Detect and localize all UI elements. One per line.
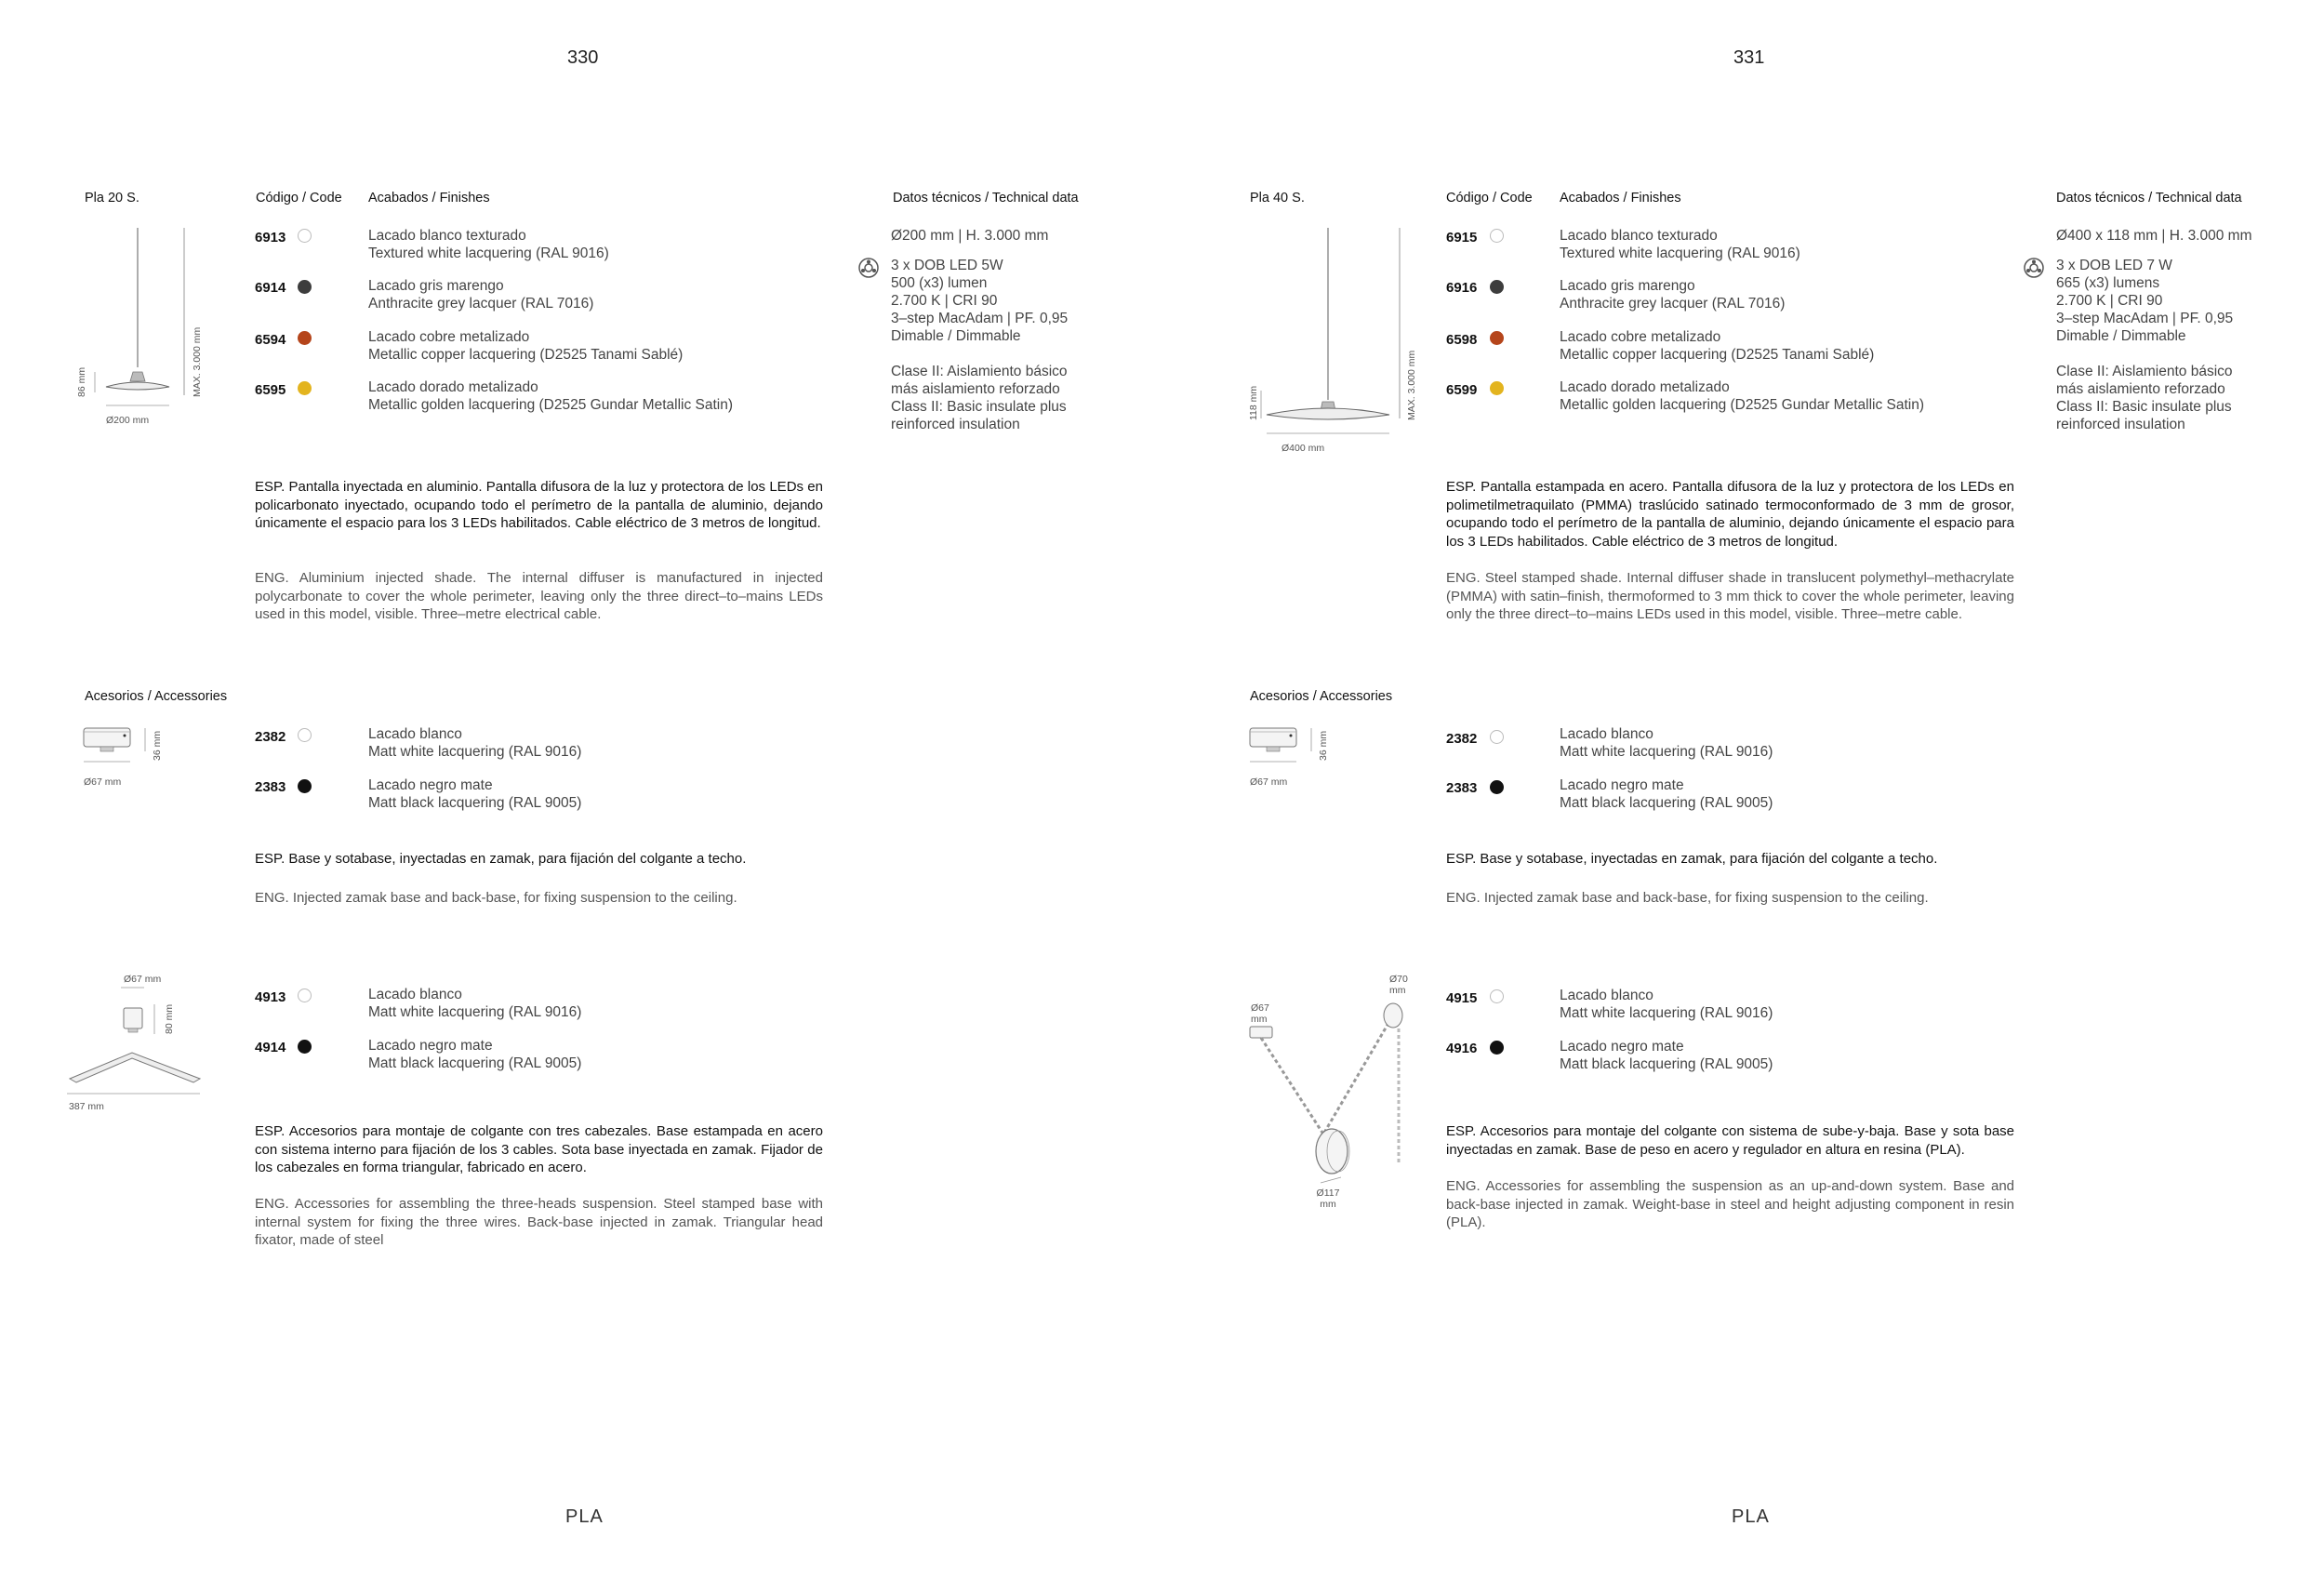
finish-es: Lacado blanco texturado [1560,228,1718,244]
finish-es: Lacado dorado metalizado [368,379,538,395]
finish-en: Matt black lacquering (RAL 9005) [368,795,582,811]
finish-en: Anthracite grey lacquer (RAL 7016) [368,296,594,312]
acc1-eng: ENG. Injected zamak base and back-base, for fixing suspension to the ceiling. [255,890,737,906]
swatch-black [1490,780,1504,794]
up-down-drawing [1248,995,1415,1181]
swatch-white [298,728,312,742]
page-right [1162,0,2324,1579]
height-dim: 36 mm [152,730,163,761]
product-title: Pla 40 S. [1250,191,1305,206]
acc-code: 4915 [1446,990,1478,1006]
finishes-header: Acabados / Finishes [368,191,490,206]
swatch-gold [298,381,312,395]
description-eng: ENG. Aluminium injected shade. The internal diffuser is manufactured in injected polycarbonate to cover the whole perimeter, leaving only the three direct–to–mains LEDs used in this model, visible. Three–metre electrical cable. [255,570,823,622]
code-header: Código / Code [256,191,342,206]
acc2-eng: ENG. Accessories for assembling the three-heads suspension. Steel stamped base with internal system for fixing the three wires. Back-base injected in zamak. Triangular head fixator, made of steel [255,1196,823,1248]
finish-es: Lacado gris marengo [1560,278,1695,294]
ceiling-base-drawing [1248,721,1350,776]
variant-code: 6915 [1446,230,1478,245]
code-header: Código / Code [1446,191,1533,206]
acc2-esp: ESP. Accesorios para montaje de colgante con tres cabezales. Base estampada en acero con sistema interno para fijación de los 3 cables. Sota base inyectada en zamak. Fijador de los cabezales en forma triangular, fabricado en acero. [255,1123,823,1175]
pendant-drawing [74,223,205,428]
max-dim: MAX. 3.000 mm [192,326,203,397]
finish-es: Lacado cobre metalizado [1560,329,1721,345]
finish-en: Anthracite grey lacquer (RAL 7016) [1560,296,1786,312]
acc-code: 2383 [255,779,286,795]
finish-es: Lacado blanco [1560,988,1653,1003]
finish-es: Lacado negro mate [1560,1039,1684,1055]
swatch-white [1490,229,1504,243]
acc1-esp: ESP. Base y sotabase, inyectadas en zamak, para fijación del colgante a techo. [1446,851,1938,867]
variant-code: 6594 [255,332,286,348]
swatch-grey [1490,280,1504,294]
swatch-gold [1490,381,1504,395]
height-dim: 80 mm [164,1003,175,1034]
variant-code: 6598 [1446,332,1478,348]
finish-es: Lacado blanco [368,987,462,1002]
max-dim: MAX. 3.000 mm [1406,350,1417,420]
top-dim: Ø67 mm [124,974,162,985]
variant-code: 6595 [255,382,286,398]
finish-en: Matt black lacquering (RAL 9005) [1560,1056,1773,1072]
accessories-title: Acesorios / Accessories [1250,689,1393,704]
finish-es: Lacado blanco [368,726,462,742]
finish-en: Matt black lacquering (RAL 9005) [1560,795,1773,811]
finish-en: Matt black lacquering (RAL 9005) [368,1055,582,1071]
acc-code: 4914 [255,1040,286,1055]
finish-en: Metallic golden lacquering (D2525 Gundar Metallic Satin) [1560,397,1925,413]
finish-es: Lacado gris marengo [368,278,504,294]
acc-code: 2382 [1446,731,1478,747]
swatch-black [298,779,312,793]
acc-code: 4916 [1446,1041,1478,1056]
swatch-black [1490,1041,1504,1055]
top-right-dim: Ø70 mm [1389,974,1408,996]
finish-en: Metallic copper lacquering (D2525 Tanami Sablé) [1560,347,1875,363]
led-icon [2023,257,2045,279]
diameter-dim: Ø67 mm [1250,776,1288,788]
height-dim: 118 mm [1248,385,1259,420]
finish-es: Lacado negro mate [1560,777,1684,793]
tech-size: Ø400 x 118 mm | H. 3.000 mm [2056,228,2252,244]
finish-en: Matt white lacquering (RAL 9016) [1560,744,1773,760]
top-left-dim: Ø67 mm [1251,1002,1269,1025]
swatch-copper [1490,331,1504,345]
acc-code: 4913 [255,989,286,1005]
tech-class: Clase II: Aislamiento básico más aislamiento reforzado Class II: Basic insulate plus reinforced insulation [891,364,1068,432]
diameter-dim: Ø200 mm [106,415,150,426]
finish-en: Metallic copper lacquering (D2525 Tanami Sablé) [368,347,684,363]
tech-header: Datos técnicos / Technical data [2056,191,2242,206]
footer: PLA [1732,1506,1770,1527]
height-dim: 36 mm [1318,730,1329,761]
finish-es: Lacado dorado metalizado [1560,379,1730,395]
page-number: 330 [567,47,599,68]
acc-code: 2383 [1446,780,1478,796]
diameter-dim: Ø400 mm [1282,443,1325,454]
finish-es: Lacado negro mate [368,777,493,793]
finish-en: Matt white lacquering (RAL 9016) [1560,1005,1773,1021]
swatch-white [298,229,312,243]
product-title: Pla 20 S. [85,191,139,206]
bottom-dim: Ø117 mm [1316,1188,1340,1210]
diameter-dim: Ø67 mm [84,776,122,788]
finish-en: Metallic golden lacquering (D2525 Gundar Metallic Satin) [368,397,734,413]
finishes-header: Acabados / Finishes [1560,191,1681,206]
swatch-white [1490,730,1504,744]
finish-en: Textured white lacquering (RAL 9016) [368,245,609,261]
finish-en: Matt white lacquering (RAL 9016) [368,1004,582,1020]
finish-en: Textured white lacquering (RAL 9016) [1560,245,1800,261]
ceiling-base-drawing [82,721,184,776]
acc2-eng: ENG. Accessories for assembling the suspension as an up-and-down system. Base and back-base injected in zamak. Weight-base in steel and height adjusting component in resin (PLA). [1446,1178,2014,1230]
finish-es: Lacado blanco texturado [368,228,526,244]
variant-code: 6913 [255,230,286,245]
footer: PLA [565,1506,604,1527]
width-dim: 387 mm [69,1101,104,1112]
tech-led: 3 x DOB LED 5W 500 (x3) lumen 2.700 K | CRI 90 3–step MacAdam | PF. 0,95 Dimable / Dimmable [891,258,1069,344]
swatch-grey [298,280,312,294]
three-head-drawing [65,986,214,1097]
swatch-white [298,989,312,1002]
tech-class: Clase II: Aislamiento básico más aislamiento reforzado Class II: Basic insulate plus reinforced insulation [2056,364,2233,432]
finish-es: Lacado blanco [1560,726,1653,742]
swatch-white [1490,989,1504,1003]
tech-header: Datos técnicos / Technical data [893,191,1079,206]
acc1-esp: ESP. Base y sotabase, inyectadas en zamak, para fijación del colgante a techo. [255,851,747,867]
led-icon [857,257,880,279]
height-dim: 86 mm [76,366,87,397]
accessories-title: Acesorios / Accessories [85,689,228,704]
variant-code: 6914 [255,280,286,296]
acc-code: 2382 [255,729,286,745]
description-esp: ESP. Pantalla estampada en acero. Pantalla difusora de la luz y protectora de los LEDs en polimetilmetraquilato (PMMA) traslúcido satinado termoconformado de 3 mm de grosor, ocupando todo el perímetro de la pantalla de aluminio, dejando únicamente el espacio para los 3 LEDs habilitados. Cable eléctrico de 3 metros de longitud. [1446,479,2014,550]
finish-es: Lacado negro mate [368,1038,493,1054]
acc1-eng: ENG. Injected zamak base and back-base, for fixing suspension to the ceiling. [1446,890,1929,906]
tech-led: 3 x DOB LED 7 W 665 (x3) lumens 2.700 K | CRI 90 3–step MacAdam | PF. 0,95 Dimable / Dimmable [2056,258,2234,344]
acc2-esp: ESP. Accesorios para montaje del colgante con sistema de sube-y-baja. Base y sota base inyectadas en zamak. Base de peso en acero y regulador en altura en resina (PLA). [1446,1123,2014,1158]
swatch-copper [298,331,312,345]
variant-code: 6916 [1446,280,1478,296]
variant-code: 6599 [1446,382,1478,398]
description-eng: ENG. Steel stamped shade. Internal diffuser shade in translucent polymethyl–methacrylate (PMMA) with satin–finish, thermoformed to 3 mm thick to cover the whole perimeter, leaving only the three direct–to–mains LEDs used in this model, visible. Three–metre cable. [1446,570,2014,622]
finish-es: Lacado cobre metalizado [368,329,530,345]
description-esp: ESP. Pantalla inyectada en aluminio. Pantalla difusora de la luz y protectora de los LEDs en policarbonato inyectado, ocupando todo el perímetro de la pantalla de aluminio, dejando únicamente el espacio para los 3 LEDs habilitados. Cable eléctrico de 3 metros de longitud. [255,479,823,531]
page-number: 331 [1733,47,1765,68]
finish-en: Matt white lacquering (RAL 9016) [368,744,582,760]
pendant-drawing [1255,223,1404,446]
swatch-black [298,1040,312,1054]
tech-size: Ø200 mm | H. 3.000 mm [891,228,1049,244]
